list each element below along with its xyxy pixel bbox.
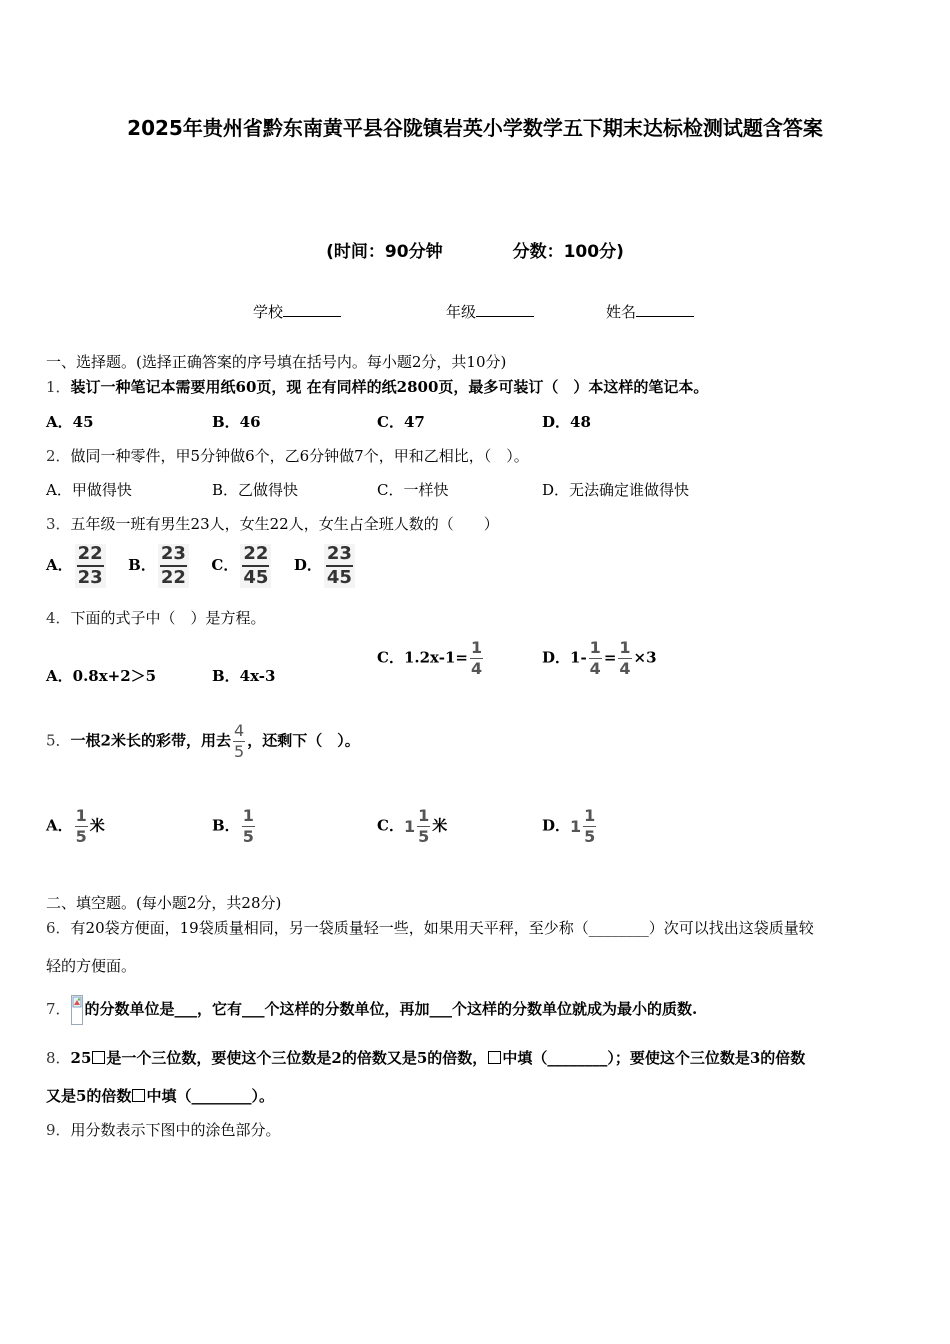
exam-title: 2025年贵州省黔东南黄平县谷陇镇岩英小学数学五下期末达标检测试题含答案 (127, 116, 823, 140)
q3-c-denominator: 45 (243, 567, 269, 588)
q1-number: 1． (46, 378, 71, 396)
q3-c-label: C． (211, 556, 239, 574)
exam-subtitle (0, 237, 950, 262)
q8-box-1 (92, 1051, 105, 1064)
q5-a-label: A． (46, 816, 73, 835)
q8-box-2 (488, 1051, 501, 1064)
question-5 (46, 723, 360, 760)
q5-fraction (233, 723, 245, 760)
q5-text-post: ，还剩下（ ）。 (247, 731, 360, 750)
q4-d-suffix: ×3 (633, 648, 657, 667)
q5-text-pre: 一根2米长的彩带，用去 (70, 731, 231, 750)
q8-box-3 (132, 1089, 145, 1102)
name-blank[interactable] (636, 316, 694, 317)
q4-c-fraction (470, 640, 483, 677)
question-1 (46, 376, 708, 397)
q8-line2-part-a: 又是5的倍数 (46, 1087, 132, 1105)
q3-d-denominator: 45 (326, 567, 352, 588)
q3-c-fraction (240, 544, 271, 588)
q5-a-fraction (75, 808, 88, 845)
question-8 (46, 1047, 805, 1068)
q1-text: 装订一种笔记本需要用纸60页，现 在有同样的纸2800页，最多可装订（ ）本这样的笔记本。 (70, 378, 709, 396)
q1-option-b[interactable]: B．46 (212, 413, 261, 431)
q4-d-fraction-1 (589, 640, 602, 677)
q8-line2 (46, 1085, 274, 1106)
q5-c-whole: 1 (403, 817, 416, 836)
q3-c-numerator: 22 (243, 543, 269, 564)
q5-c-unit: 米 (432, 816, 448, 835)
q3-b-numerator: 23 (160, 543, 186, 564)
q2-option-b[interactable]: B．乙做得快 (212, 481, 299, 499)
q5-d-denominator: 5 (584, 827, 596, 846)
q3-a-numerator: 22 (77, 543, 103, 564)
name-field (606, 301, 694, 322)
q4-d-numerator-1: 1 (589, 638, 601, 657)
q1-option-c[interactable]: C．47 (377, 413, 425, 431)
q5-number: 5． (46, 731, 71, 750)
q3-d-numerator: 23 (326, 543, 352, 564)
q6-line2: 轻的方便面。 (46, 957, 137, 975)
q5-d-fraction (583, 808, 596, 845)
q3-d-fraction (324, 544, 355, 588)
q5-b-numerator: 1 (242, 806, 254, 825)
q2-option-a[interactable]: A．甲做得快 (46, 481, 132, 499)
q5-denominator: 5 (234, 742, 245, 761)
q5-option-a[interactable] (46, 808, 105, 845)
q8-number: 8． (46, 1049, 71, 1067)
q8-line1-part-a: 25 (70, 1049, 92, 1067)
q3-b-fraction (158, 544, 189, 588)
q8-line1-part-b: 是一个三位数，要使这个三位数是2的倍数又是5的倍数， (106, 1049, 488, 1067)
q3-a-label: A． (46, 556, 73, 574)
q4-text: 下面的式子中（ ）是方程。 (70, 609, 266, 627)
q8-line2-part-b: 中填（________）。 (146, 1087, 274, 1105)
q1-option-d[interactable]: D．48 (542, 413, 591, 431)
question-3 (46, 513, 499, 534)
q4-option-d[interactable] (542, 640, 657, 677)
q2-option-d[interactable]: D．无法确定谁做得快 (542, 481, 690, 499)
time-limit: (时间：90分钟 (326, 242, 443, 262)
q4-option-a[interactable]: A．0.8x+2＞5 (46, 667, 157, 685)
q5-d-numerator: 1 (584, 806, 596, 825)
school-field (253, 301, 341, 322)
q6-line1: 有20袋方便面，19袋质量相同，另一袋质量轻一些，如果用天平秤，至少称（________）次可以找出这袋质量较 (70, 919, 814, 937)
question-6 (46, 917, 814, 938)
q5-a-denominator: 5 (75, 827, 87, 846)
q1-option-a[interactable]: A．45 (46, 413, 94, 431)
q5-c-fraction (417, 808, 430, 845)
section2-heading: 二、填空题。(每小题2分，共28分) (46, 894, 282, 912)
q3-number: 3． (46, 515, 71, 533)
q9-text: 用分数表示下图中的涂色部分。 (70, 1121, 281, 1139)
q3-options (46, 544, 357, 588)
q9-number: 9． (46, 1121, 71, 1139)
school-blank[interactable] (283, 316, 341, 317)
q5-d-label: D． (542, 816, 571, 835)
q4-option-c[interactable] (377, 640, 485, 677)
q4-d-equals: = (603, 648, 617, 667)
q3-d-label: D． (293, 556, 322, 574)
q5-a-numerator: 1 (75, 806, 87, 825)
q5-b-denominator: 5 (242, 827, 254, 846)
q6-number: 6． (46, 919, 71, 937)
q5-d-whole: 1 (570, 817, 582, 836)
grade-label: 年级 (446, 303, 477, 321)
q5-b-label: B． (212, 816, 240, 835)
name-label: 姓名 (606, 303, 637, 321)
question-9 (46, 1119, 281, 1140)
question-4 (46, 607, 266, 628)
q4-c-numerator: 1 (470, 638, 483, 657)
q3-option-c[interactable] (211, 543, 273, 588)
q3-option-a[interactable] (46, 543, 108, 588)
total-score: 分数：100分) (512, 242, 624, 262)
q3-option-d[interactable] (293, 543, 357, 588)
grade-field (446, 301, 534, 322)
q4-d-denominator-1: 4 (589, 659, 601, 678)
q5-c-numerator: 1 (418, 806, 430, 825)
q3-a-fraction (75, 544, 106, 588)
q4-option-b[interactable]: B．4x-3 (212, 667, 276, 685)
q7-text: 的分数单位是___，它有___个这样的分数单位，再加___个这样的分数单位就成为最小的质数. (84, 1000, 698, 1018)
grade-blank[interactable] (476, 316, 534, 317)
q5-option-d[interactable] (542, 808, 598, 845)
q3-text: 五年级一班有男生23人，女生22人，女生占全班人数的（ ） (70, 515, 499, 533)
section1-heading: 一、选择题。(选择正确答案的序号填在括号内。每小题2分，共10分) (46, 353, 507, 371)
q5-c-label: C． (377, 816, 404, 835)
q4-d-denominator-2: 4 (619, 659, 631, 678)
q4-d-fraction-2 (618, 640, 631, 677)
q5-a-unit: 米 (89, 816, 105, 835)
q2-option-c[interactable]: C．一样快 (377, 481, 449, 499)
q5-numerator: 4 (234, 721, 245, 740)
q2-number: 2． (46, 447, 71, 465)
question-7 (46, 995, 697, 1025)
question-2 (46, 445, 529, 466)
q4-c-denominator: 4 (470, 659, 483, 678)
school-label: 学校 (253, 303, 284, 321)
q5-c-denominator: 5 (418, 827, 430, 846)
q5-option-c[interactable] (377, 808, 447, 845)
q4-d-numerator-2: 1 (619, 638, 631, 657)
broken-image-icon (71, 995, 83, 1025)
q3-b-label: B． (128, 556, 156, 574)
q4-c-prefix: C．1.2x-1= (377, 648, 468, 667)
q8-line1-part-c: 中填（________）；要使这个三位数是3的倍数 (502, 1049, 806, 1067)
q3-b-denominator: 22 (160, 567, 186, 588)
q7-number: 7． (46, 1000, 71, 1018)
q4-number: 4． (46, 609, 71, 627)
q5-b-fraction (242, 808, 255, 845)
q5-option-b[interactable] (212, 808, 257, 845)
q3-option-b[interactable] (128, 543, 191, 588)
q3-a-denominator: 23 (77, 567, 103, 588)
q2-text: 做同一种零件，甲5分钟做6个，乙6分钟做7个，甲和乙相比，（ ）。 (70, 447, 529, 465)
q4-d-prefix: D．1- (542, 648, 587, 667)
